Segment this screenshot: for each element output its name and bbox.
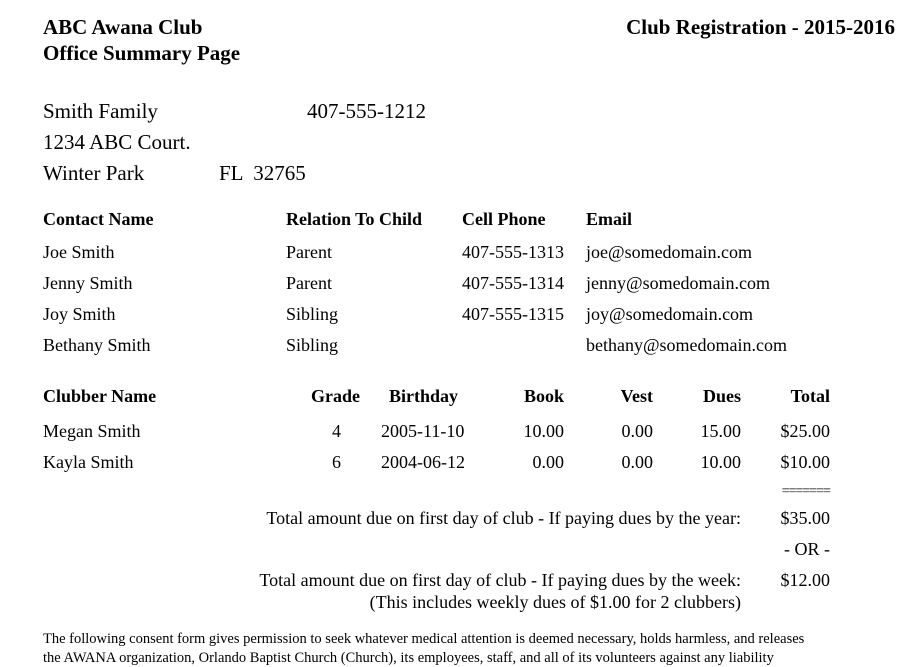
email-header: Email — [586, 209, 633, 229]
club-name: ABC Awana Club — [43, 15, 203, 39]
grade-header: Grade — [311, 386, 360, 406]
contact-relation: Parent — [286, 273, 332, 293]
clubber-dues: 10.00 — [700, 452, 741, 472]
contact-phone: 407-555-1314 — [462, 273, 564, 293]
contact-name: Bethany Smith — [43, 335, 151, 355]
contact-name: Joe Smith — [43, 242, 115, 262]
family-phone: 407-555-1212 — [307, 99, 426, 123]
clubber-total: $10.00 — [780, 452, 830, 472]
dues-header: Dues — [702, 386, 741, 406]
clubber-name: Kayla Smith — [43, 452, 134, 472]
week-total-amount: $12.00 — [780, 570, 830, 590]
clubber-grade: 6 — [332, 452, 341, 472]
contact-relation: Sibling — [286, 304, 339, 324]
birthday-header: Birthday — [389, 386, 459, 406]
clubber-name: Megan Smith — [43, 421, 141, 441]
consent-text-line-2: the AWANA organization, Orlando Baptist Church (Church), its employees, staff, and all of its volunteers against any liability — [43, 650, 774, 666]
total-header: Total — [790, 386, 830, 406]
contact-name-header: Contact Name — [43, 209, 154, 229]
clubber-birthday: 2005-11-10 — [381, 421, 465, 441]
contact-email: jenny@somedomain.com — [586, 273, 771, 293]
year-total-amount: $35.00 — [780, 508, 830, 528]
contact-email: bethany@somedomain.com — [586, 335, 788, 355]
clubber-total: $25.00 — [780, 421, 830, 441]
contact-phone: 407-555-1313 — [462, 242, 564, 262]
family-name: Smith Family — [43, 99, 158, 123]
year-total-label: Total amount due on first day of club - If paying dues by the year: — [266, 508, 741, 528]
clubber-vest: 0.00 — [621, 421, 653, 441]
contact-relation: Sibling — [286, 335, 339, 355]
clubber-book: 10.00 — [523, 421, 564, 441]
relation-header: Relation To Child — [286, 209, 423, 229]
clubber-book: 0.00 — [532, 452, 564, 472]
total-separator: ======= — [781, 484, 830, 499]
week-total-label: Total amount due on first day of club - If paying dues by the week: — [259, 570, 741, 590]
family-street: 1234 ABC Court. — [43, 130, 191, 154]
clubber-dues: 15.00 — [700, 421, 741, 441]
family-state-zip: FL 32765 — [219, 161, 306, 185]
contact-email: joe@somedomain.com — [586, 242, 753, 262]
book-header: Book — [523, 386, 564, 406]
family-city: Winter Park — [43, 161, 145, 185]
contact-name: Jenny Smith — [43, 273, 133, 293]
contact-email: joy@somedomain.com — [586, 304, 754, 324]
clubber-name-header: Clubber Name — [43, 386, 157, 406]
clubber-grade: 4 — [332, 421, 341, 441]
clubber-birthday: 2004-06-12 — [381, 452, 465, 472]
clubber-vest: 0.00 — [621, 452, 653, 472]
contact-name: Joy Smith — [43, 304, 116, 324]
vest-header: Vest — [620, 386, 653, 406]
contact-relation: Parent — [286, 242, 332, 262]
registration-title: Club Registration - 2015-2016 — [626, 15, 895, 39]
or-separator: - OR - — [784, 539, 830, 559]
cell-phone-header: Cell Phone — [462, 209, 546, 229]
week-total-note: (This includes weekly dues of $1.00 for 2 clubbers) — [369, 592, 741, 612]
consent-text-line-1: The following consent form gives permission to seek whatever medical attention is deemed necessary, holds harmless, and releases — [43, 631, 805, 647]
page-subtitle: Office Summary Page — [43, 41, 241, 65]
contact-phone: 407-555-1315 — [462, 304, 564, 324]
